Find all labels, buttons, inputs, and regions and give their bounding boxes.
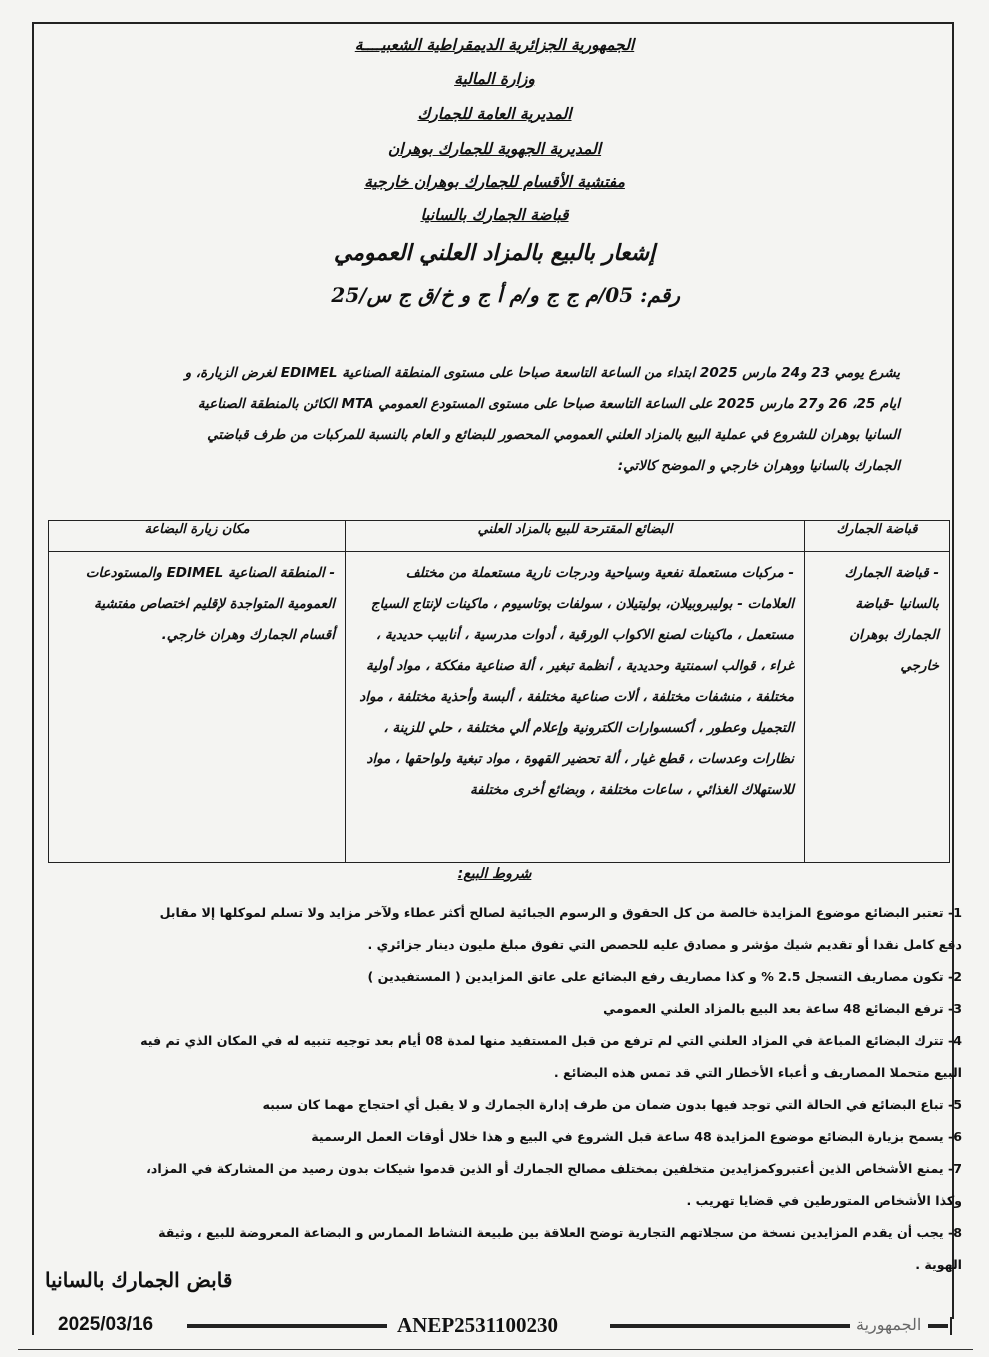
footer-rule [928, 1324, 948, 1328]
conditions-title: شروط البيع: [457, 866, 532, 882]
condition-item: 3- ترفع البضائع 48 ساعة بعد البيع بالمزاد العلني العمومي [603, 1001, 962, 1016]
header-ministry: وزارة المالية [454, 70, 535, 88]
newspaper-logo: الجمهورية [856, 1315, 922, 1334]
condition-item: 1- تعتبر البضائع موضوع المزايدة خالصة من كل الحقوق و الرسوم الجبائية لصالح أكثر عطاء ولآخر مزايد ولا تسلم لموكلها إلا مقابل دفع كامل نقدا أو تقديم شيك مؤشر و مصادق عليه للحصص التي تفوق مبلغ مليون دينار جزائري . [159, 905, 962, 952]
cell-place: - المنطقة الصناعية EDIMEL والمستودعات العمومية المتواجدة لإقليم اختصاص مفتشية أقسام الجمارك وهران خارجي. [49, 552, 346, 863]
condition-item: 2- تكون مصاريف التسجل 2.5 % و كذا مصاريف رفع البضائع على عاتق المزايدين ( المستفيدين ) [367, 969, 962, 984]
table-row [49, 552, 950, 863]
col-header-goods: البضائع المقترحة للبيع بالمزاد العلني [346, 521, 805, 552]
page-bottom-rule [18, 1349, 973, 1350]
condition-item: 7- يمنع الأشخاص الذين أعتبروكمزايدين متخلفين بمختلف مصالح الجمارك أو الذين قدموا شيكات بدون رصيد من المشاركة في المزاد، وكذا الأشخاص المتورطين في قضايا تهريب . [146, 1161, 962, 1208]
header-general-directorate: المديرية العامة للجمارك [417, 105, 572, 123]
header-inspection: مفتشية الأقسام للجمارك بوهران خارجية [364, 173, 625, 191]
header-regional-directorate: المديرية الجهوية للجمارك بوهران [387, 140, 602, 158]
condition-item: 4- تترك البضائع المباعة في المزاد العلني التي لم ترفع من قبل المستفيد منها لمدة 08 أيام بعد توجيه تنبيه له في المكان الذي تم فيه البيع متحملا المصاريف و أعباء الأخطار التي قد تمس هذه البضائع . [140, 1033, 962, 1080]
header-revenue-office: قباضة الجمارك بالسانيا [420, 206, 569, 224]
condition-item: 8- يجب أن يقدم المزايدين نسخة من سجلاتهم التجارية توضح العلاقة بين طبيعة النشاط الممارس و البضاعة المعروضة للبيع ، وثيقة الهوية . [158, 1225, 962, 1272]
footer-tick [950, 1317, 952, 1335]
footer-date: 2025/03/16 [58, 1314, 154, 1335]
goods-table [48, 520, 950, 863]
reference-number: رقم: 05/م ج ج و/م أ ج و خ/ق ج س/25 [331, 283, 680, 307]
footer-rule [187, 1324, 387, 1328]
col-header-place: مكان زيارة البضاعة [49, 521, 346, 552]
notice-title: إشعار بالبيع بالمزاد العلني العمومي [333, 240, 656, 266]
footer-rule [610, 1324, 850, 1328]
footer-anep-code: ANEP2531100230 [397, 1313, 559, 1337]
condition-item: 5- تباع البضائع في الحالة التي توجد فيها بدون ضمان من طرف إدارة الجمارك و لا يقبل أي احتجاج مهما كان سببه [262, 1097, 962, 1112]
cell-office: - قباضة الجمارك بالسانيا -قباضة الجمارك بوهران خارجي [805, 552, 950, 863]
footer-tick [32, 1317, 34, 1335]
cell-goods: - مركبات مستعملة نفعية وسياحية ودرجات نارية مستعملة من مختلف العلامات - بوليبروبيلان، بوليتيلان ، سولفات بوتاسيوم ، ماكينات لإنتاج السياج مستعمل ، ماكينات لصنع الاكواب الورقية ، أدوات مدرسية ، أنابيب حديدية ، غراء ، قوالب اسمنتية وحديدية ، أنظمة تبغير ، ألة صناعية مفككة ، مواد أولية مختلفة ، منشفات مختلفة ، ألات صناعية مختلفة ، ألبسة وأحذية مختلفة ، مواد التجميل وعطور ، أكسسوارات الكترونية وإعلام ألي مختلفة ، حلي للزينة ، نظارات وعدسات ، قطع غيار ، ألة تحضير القهوة ، مواد تبغية ولواحقها ، مواد للاستهلاك الغذائي ، ساعات مختلفة ، وبضائع أخرى مختلفة [346, 552, 805, 863]
footer-bar [32, 1314, 952, 1340]
header-republic: الجمهورية الجزائرية الديمقراطية الشعبيــــة [354, 36, 635, 54]
intro-paragraph: يشرع يومي 23 و24 مارس 2025 ابتداء من الساعة التاسعة صباحا على مستوى المنطقة الصناعية EDIMEL لغرض الزيارة، و ايام 25، 26 و27 مارس 2025 على الساعة التاسعة صباحا على مستوى المستودع العمومي MTA الكائن بالمنطقة الصناعية السانيا بوهران للشروع في عملية البيع بالمزاد العلني العمومي المحصور للبضائع و العام بالنسبة للمركبات من طرف قباضتي الجمارك بالسانيا ووهران خارجي و الموضح كالاتي: [184, 365, 900, 474]
signature-title: قابض الجمارك بالسانيا [45, 1268, 233, 1292]
condition-item: 6- يسمح بزيارة البضائع موضوع المزايدة 48 ساعة قبل الشروع في البيع و هذا خلال أوقات العمل الرسمية [311, 1129, 962, 1144]
conditions-list [138, 897, 962, 1281]
col-header-office: قباضة الجمارك [805, 521, 950, 552]
